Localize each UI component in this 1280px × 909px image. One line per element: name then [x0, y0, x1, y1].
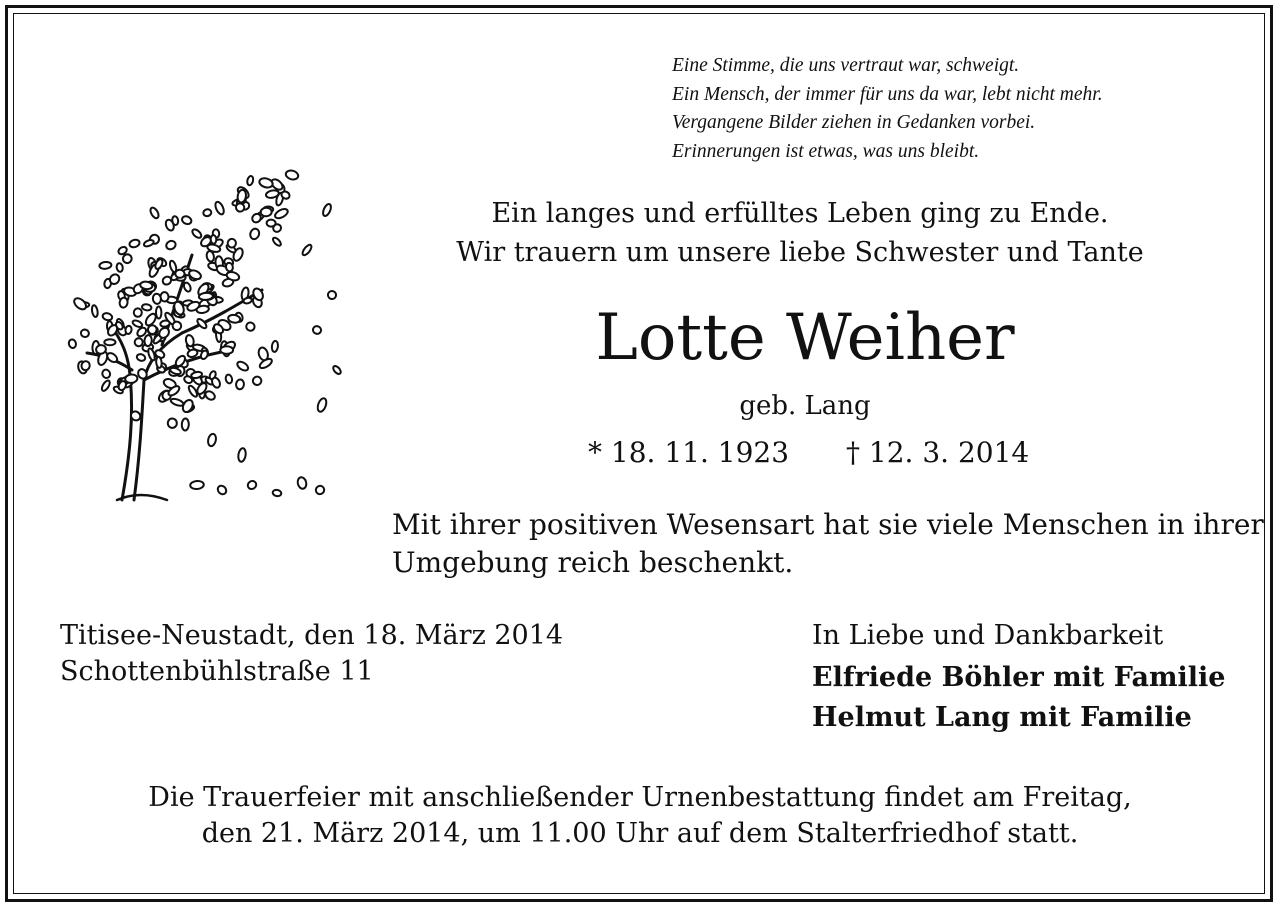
leaf-icon: [203, 208, 212, 216]
maiden-name: geb. Lang: [739, 391, 871, 421]
leaf-icon: [100, 379, 111, 392]
leaf-icon: [314, 484, 326, 496]
funeral-line: den 21. März 2014, um 11.00 Uhr auf dem Stalterfriedhof statt.: [201, 818, 1079, 849]
leaf-icon: [132, 319, 144, 328]
tribute-text: [392, 506, 1264, 582]
leaf-icon: [143, 239, 154, 248]
funeral-line: Die Trauerfeier mit anschließender Urnenbestattung findet am Freitag,: [148, 782, 1132, 813]
mourner-name: Elfriede Böhler mit Familie: [812, 662, 1226, 693]
leaf-icon: [102, 312, 113, 321]
leaf-icon: [104, 339, 115, 345]
leaf-icon: [312, 325, 322, 335]
leaf-icon: [199, 292, 213, 300]
mourner-name: Helmut Lang mit Familie: [812, 702, 1192, 733]
poem-line: Erinnerungen ist etwas, was uns bleibt.: [672, 140, 980, 162]
leaf-icon: [211, 376, 222, 388]
leaf-icon: [272, 489, 282, 497]
leaf-icon: [258, 177, 273, 189]
leaf-icon: [297, 476, 308, 489]
leaf-icon: [142, 304, 152, 311]
leaf-icon: [190, 480, 204, 489]
leaf-icon: [204, 390, 217, 402]
leaf-icon: [236, 379, 245, 390]
leaf-icon: [316, 397, 328, 413]
poem: [672, 52, 1103, 166]
leaf-icon: [196, 317, 208, 329]
leaf-icon: [160, 320, 170, 328]
leaf-icon: [99, 261, 112, 269]
leaf-icon: [210, 235, 216, 244]
leaf-icon: [134, 308, 142, 317]
leaf-icon: [272, 236, 283, 247]
leaf-icon: [321, 203, 332, 217]
birth-date: * 18. 11. 1923: [588, 436, 790, 469]
mourners-block: [812, 618, 1226, 738]
leaf-icon: [140, 281, 153, 290]
leaf-icon: [237, 448, 246, 463]
leaf-icon: [72, 296, 88, 312]
leaf-icon: [116, 263, 124, 273]
leaf-icon: [225, 262, 233, 272]
street-address: Schottenbühlstraße 11: [60, 656, 374, 687]
poem-line: Vergangene Bilder ziehen in Gedanken vorbei.: [672, 112, 1036, 133]
leaf-icon: [156, 357, 163, 369]
leaf-icon: [125, 374, 138, 384]
leaf-icon: [326, 289, 337, 300]
leaf-icon: [271, 341, 278, 353]
leaf-icon: [101, 368, 111, 379]
leaf-icon: [136, 353, 146, 362]
leaf-icon: [260, 207, 272, 216]
leaf-icon: [183, 282, 192, 293]
leaf-icon: [91, 305, 98, 318]
leaf-icon: [274, 207, 290, 220]
leaf-icon: [220, 346, 233, 354]
leaf-icon: [95, 344, 106, 354]
poem-line: Eine Stimme, die uns vertraut war, schweigt.: [672, 55, 1020, 76]
tribute-line: Mit ihrer positiven Wesensart hat sie viele Menschen in ihrer: [392, 508, 1264, 541]
leaf-icon: [246, 175, 254, 185]
leaf-icon: [252, 376, 262, 386]
deceased-name: Lotte Weiher: [595, 301, 1015, 375]
poem-line: Ein Mensch, der immer für uns da war, lebt nicht mehr.: [672, 83, 1103, 105]
leaf-icon: [129, 239, 141, 249]
intro-line-1: Ein langes und erfülltes Leben ging zu Ende.: [491, 198, 1109, 229]
funeral-notice: [60, 780, 1220, 852]
leaf-icon: [81, 360, 91, 371]
leaf-icon: [214, 201, 226, 216]
leaf-icon: [80, 329, 90, 338]
leaf-icon: [144, 335, 152, 347]
leaf-icon: [191, 228, 203, 240]
leaf-icon: [167, 418, 177, 428]
tribute-line: Umgebung reich beschenkt.: [392, 546, 794, 579]
leaf-icon: [170, 398, 184, 408]
leaf-icon: [152, 293, 161, 304]
leaf-icon: [175, 269, 185, 278]
leaf-icon: [285, 169, 299, 181]
leaf-icon: [207, 433, 217, 447]
place-block: [60, 618, 563, 690]
leaf-icon: [332, 365, 342, 376]
leaf-icon: [181, 398, 195, 413]
leaf-icon: [181, 215, 193, 226]
leaf-icon: [245, 321, 257, 333]
death-date: † 12. 3. 2014: [846, 436, 1030, 469]
intro-line-2: Wir trauern um unsere liebe Schwester und Tante: [456, 237, 1144, 268]
leaf-icon: [216, 484, 228, 496]
mourners-intro: In Liebe und Dankbarkeit: [812, 620, 1164, 651]
leaf-icon: [119, 297, 128, 308]
leaf-icon: [246, 479, 257, 490]
leaf-icon: [301, 243, 313, 256]
leaf-icon: [125, 325, 132, 334]
windblown-tree-icon: [62, 155, 362, 515]
leaf-icon: [249, 227, 261, 240]
leaf-icon: [106, 351, 119, 364]
leaf-icon: [225, 374, 233, 384]
leaf-icon: [68, 339, 77, 349]
leaf-icon: [236, 360, 250, 372]
city-date: Titisee-Neustadt, den 18. März 2014: [60, 620, 564, 651]
leaf-icon: [182, 418, 189, 430]
leaf-icon: [165, 239, 177, 250]
leaf-icon: [227, 238, 236, 248]
leaf-icon: [149, 206, 160, 219]
leaf-icon: [148, 325, 157, 335]
